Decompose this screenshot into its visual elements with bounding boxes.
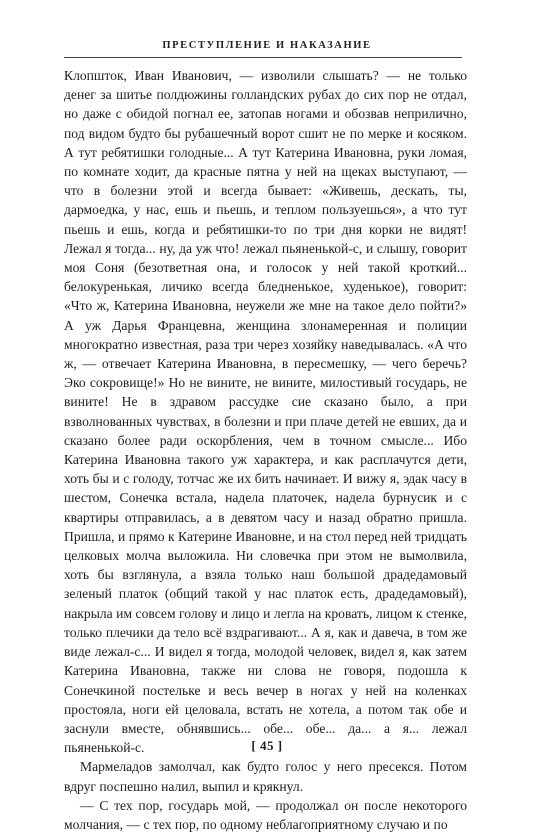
page-number: [ 45 ]	[251, 738, 283, 753]
paragraph: Мармеладов замолчал, как будто голос у него пресекся. Потом вдруг поспешно налил, выпил и крякнул.	[64, 759, 467, 794]
paragraph: — С тех пор, государь мой, — продолжал он после некоторого молчания, — с тех пор, по одному неблагоприятному случаю и по	[64, 797, 467, 832]
running-title: ПРЕСТУПЛЕНИЕ И НАКАЗАНИЕ	[162, 40, 372, 51]
paragraph: Клопшток, Иван Иванович, — изволили слышать? — не только денег за шитье полдюжины голландских рубах до сих пор не отдал, но даже с обидой погнал ее, затопав ногами и обозвав неприлично, под видом будто бы рубашечный ворот сшит не по мерке и косяком. А тут ребятишки голодные... А тут Катерина Ивановна, руки ломая, по комнате ходит, да красные пятна у ней на щеках выступают, — что в болезни этой и всегда бывает: «Живешь, дескать, ты, дармоедка, у нас, ешь и пьешь, и теплом пользуешься», а что тут пьешь и ешь, когда и ребятишки-то по три дня корки не видят! Лежал я тогда... ну, да уж что! лежал пьяненькой-с, и слышу, говорит моя Соня (безответная она, и голосок у ней такой кроткий... белокуренькая, личико всегда бледненькое, худенькое), говорит: «Что ж, Катерина Ивановна, неужели же мне на такое дело пойти?» А уж Дарья Францевна, женщина злонамеренная и полиции многократно известная, раза три через хозяйку наведывалась. «А что ж, — отвечает Катерина Ивановна, в пересмешку, — чего беречь? Эко сокровище!» Но не вините, не вините, милостивый государь, не вините! Не в здравом рассудке сие сказано было, а при взволнованных чувствах, в болезни и при плаче детей не евших, да и сказано более ради оскорбления, чем в точном смысле... Ибо Катерина Ивановна такого уж характера, и как расплачутся дети, хоть бы и с голоду, тотчас же их бить начинает. И вижу я, эдак часу в шестом, Сонечка встала, надела платочек, надела бурнусик и с квартиры отправилась, а в девятом часу и назад обратно пришла. Пришла, и прямо к Катерине Ивановне, и на стол перед ней тридцать целковых молча выложила. Ни словечка при этом не вымолвила, хоть бы взглянула, а взяла только наш большой драдедамовый зеленый платок (общий такой у нас платок есть, драдедамовый), накрыла им совсем голову и лицо и легла на кровать, лицом к стенке, только плечики да тело всё вздрагивают... А я, как и давеча, в том же виде лежал-с... И видел я тогда, молодой человек, видел я, как затем Катерина Ивановна, также ни слова не говоря, подошла к Сонечкиной постельке и весь вечер в ногах у ней на коленках простояла, ноги ей целовала, встать не хотела, а потом так обе и заснули вместе, обнявшись... обе... обе... да... а я... лежал пьяненькой-с.	[64, 68, 467, 756]
header-rule	[64, 57, 462, 58]
body-text	[64, 66, 467, 834]
